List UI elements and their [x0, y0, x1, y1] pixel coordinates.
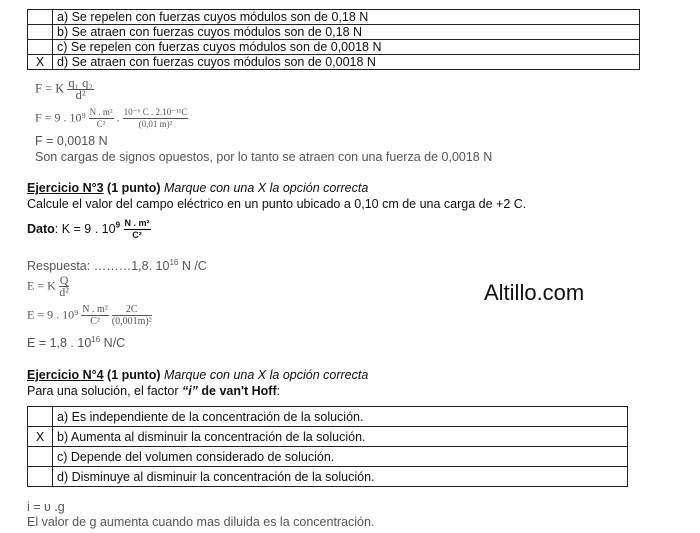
q2-f1-fraction [67, 78, 93, 101]
q2-option-mark [28, 40, 53, 55]
q4-options-table [27, 406, 628, 487]
q4-formula: i = υ .g [27, 500, 65, 514]
q4-statement-post: de van't Hoff [197, 384, 277, 398]
q4-options-body [28, 407, 628, 487]
q3-instruction: Marque con una X la opción correcta [164, 181, 369, 195]
q3-statement: Calcule el valor del campo eléctrico en un punto ubicado a 0,10 cm de una carga de +2 C. [27, 197, 527, 211]
q2-option-text: c) Se repelen con fuerzas cuyos módulos son de 0,0018 N [53, 40, 640, 55]
q4-statement-i: “i” [181, 384, 198, 398]
q3-answer-unit: N /C [178, 259, 207, 274]
q3-dato-units-num: N . m² [124, 218, 150, 228]
q4-option-row [28, 447, 628, 467]
q3-answer [27, 258, 207, 273]
q3-answer-exp: 16 [169, 258, 179, 267]
q3-dato-value: : K = 9 . 10 [54, 221, 116, 236]
q3-dato-units-den: C² [132, 230, 142, 240]
q3-e2-units-num: N . m² [82, 304, 108, 315]
q4-option-row [28, 427, 628, 447]
q3-e1-fraction [59, 275, 70, 298]
q3-result-exp: 16 [91, 335, 101, 344]
q3-result-value: E = 1,8 . 10 [27, 336, 92, 351]
q4-option-mark [28, 407, 53, 427]
q3-e2-units [81, 304, 109, 327]
q3-e1-den: d² [59, 285, 69, 299]
q3-dato [27, 218, 151, 241]
q3-answer-label: Respuesta: [27, 259, 91, 274]
q2-f1-num: q₁ q₂ [68, 76, 93, 90]
q2-option-row [28, 40, 640, 55]
q4-option-text: a) Es independiente de la concentración de la solución. [53, 407, 628, 427]
q3-e2-den: (0,001m)² [111, 316, 152, 327]
q2-option-text: a) Se repelen con fuerzas cuyos módulos son de 0,18 N [53, 10, 640, 25]
q3-e2-units-den: C² [90, 316, 100, 327]
q2-f2-num: 10⁻⁶ C . 2.10⁻¹¹C [123, 107, 188, 117]
q2-option-text: b) Se atraen con fuerzas cuyos módulos son de 0,18 N [53, 25, 640, 40]
q2-f2-units-num: N . m² [89, 107, 113, 117]
q4-heading-line [27, 368, 368, 382]
q4-option-text: c) Depende del volumen considerado de solución. [53, 447, 628, 467]
q4-option-text: b) Aumenta al disminuir la concentración de la solución. [53, 427, 628, 447]
q2-f2-units [89, 107, 114, 130]
q2-explanation: Son cargas de signos opuestos, por lo tanto se atraen con una fuerza de 0,0018 N [35, 150, 493, 164]
q3-points: (1 punto) [107, 181, 161, 195]
q2-option-row [28, 55, 640, 70]
q3-e2-num: 2C [112, 304, 152, 316]
q2-f2-den: (0,01 m)² [138, 119, 173, 129]
q3-result-unit: N/C [100, 336, 126, 351]
q4-statement [27, 384, 280, 398]
q3-e2-lhs: E = 9 . 10⁹ [27, 307, 79, 322]
q4-option-row [28, 467, 628, 487]
q4-option-row [28, 407, 628, 427]
q4-points: (1 punto) [107, 368, 161, 382]
q3-dato-label: Dato [27, 221, 55, 236]
q2-options-body [28, 10, 640, 70]
q2-f2-dot: . [116, 110, 120, 125]
q2-formula-2 [35, 107, 188, 130]
watermark-text: Altillo.com [484, 280, 585, 305]
q2-option-mark: X [28, 55, 53, 70]
q4-explanation: El valor de g aumenta cuando mas diluida es la concentración. [27, 515, 375, 529]
q2-formula-1 [35, 78, 94, 101]
q3-e1-lhs: E = K [27, 278, 56, 293]
q4-option-mark [28, 467, 53, 487]
q2-f2-fraction [123, 107, 189, 130]
q3-dato-exp: 9 [115, 220, 121, 230]
q3-e2-fraction [112, 304, 152, 327]
q2-f2-lhs: F = 9 . 10⁹ [35, 110, 86, 125]
q3-result [27, 335, 125, 350]
q3-heading-line [27, 181, 368, 195]
q3-formula-1 [27, 275, 69, 298]
q3-formula-2 [27, 304, 152, 327]
q2-option-row [28, 10, 640, 25]
q4-option-text: d) Disminuye al disminuir la concentración de la solución. [53, 467, 628, 487]
q3-answer-value: ………1,8. 10 [93, 259, 170, 274]
q4-instruction: Marque con una X la opción correcta [164, 368, 369, 382]
q2-result: F = 0,0018 N [35, 134, 108, 148]
q4-statement-pre: Para una solución, el factor [27, 384, 182, 398]
q2-f1-den: d² [75, 88, 86, 102]
q3-heading: Ejercicio N°3 [27, 181, 104, 195]
q4-heading: Ejercicio N°4 [27, 368, 104, 382]
q4-option-mark: X [28, 427, 53, 447]
q2-options-table [27, 9, 640, 70]
q3-dato-units [124, 218, 151, 241]
q4-option-mark [28, 447, 53, 467]
q2-option-mark [28, 10, 53, 25]
q2-option-text: d) Se atraen con fuerzas cuyos módulos son de 0,0018 N [53, 55, 640, 70]
q2-option-mark [28, 25, 53, 40]
q2-f2-units-den: C² [96, 119, 106, 129]
q2-option-row [28, 25, 640, 40]
q3-e1-num: Q [59, 273, 69, 287]
q2-f1-lhs: F = K [35, 81, 65, 96]
q4-statement-colon: : [276, 384, 281, 398]
